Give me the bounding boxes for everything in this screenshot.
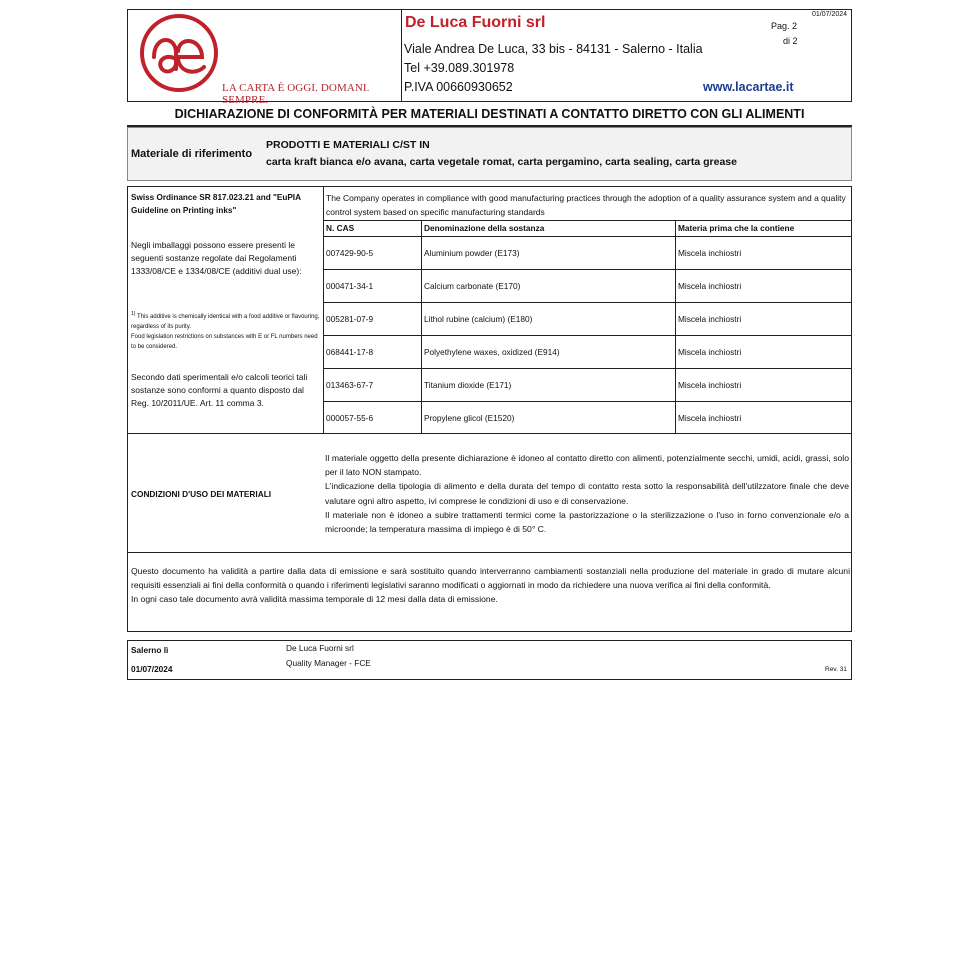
revision-number: Rev. 31 [825, 666, 847, 673]
regulation-description: The Company operates in compliance with good manufacturing practices through the adoption of a quality assurance system and a quality control system based on specific manufacturing standards [326, 193, 846, 217]
compliance-note: Secondo dati sperimentali e/o calcoli teorici tali sostanze sono conformi a quanto disposto dal Reg. 10/2011/UE. Art. 11 comma 3. [131, 372, 308, 408]
document-date: 01/07/2024 [812, 11, 848, 18]
raw-material: Miscela inchiostri [678, 281, 742, 291]
substance-name: Titanium dioxide (E171) [424, 380, 512, 390]
footnote-text-b: Food legislation restrictions on substances with E or FL numbers need to be considered. [131, 334, 318, 350]
validity-box [127, 552, 852, 632]
additive-footnote [131, 309, 323, 352]
substance-name: Aluminium powder (E173) [424, 248, 520, 258]
document-header [127, 9, 852, 106]
signature-place: Salerno lì [131, 645, 169, 655]
raw-material: Miscela inchiostri [678, 347, 742, 357]
row-divider [323, 269, 851, 270]
footnote-marker: 1) [131, 311, 136, 317]
signatory-company: De Luca Fuorni srl [286, 643, 354, 653]
cas-number: 007429-90-5 [326, 248, 374, 258]
row-divider [323, 236, 851, 237]
substance-name: Polyethylene waxes, oxidized (E914) [424, 347, 560, 357]
validity-text [131, 564, 850, 607]
validity-paragraph: In ogni caso tale documento avrà validità massima temporale di 12 mesi dalla data di emissione. [131, 594, 498, 605]
raw-material: Miscela inchiostri [678, 380, 742, 390]
raw-material: Miscela inchiostri [678, 248, 742, 258]
signature-box [127, 640, 852, 680]
signature-date: 01/07/2024 [131, 664, 173, 674]
page-number: Pag. 2 [771, 21, 798, 31]
substance-name: Propylene glicol (E1520) [424, 413, 515, 423]
company-website-link[interactable]: www.lacartae.it [703, 80, 794, 94]
footnote-text-a: This additive is chemically identical with a food additive or flavouring, regardless of its purity. [131, 314, 320, 330]
usage-conditions-label: CONDIZIONI D'USO DEI MATERIALI [131, 489, 272, 499]
regulation-label: Swiss Ordinance SR 817.023.21 and "EuPIA Guideline on Printing inks" [131, 193, 301, 215]
column-divider [323, 187, 324, 433]
usage-conditions-text [325, 451, 849, 536]
row-divider [323, 401, 851, 402]
logo-tagline: LA CARTA È OGGI. DOMANI. SEMPRE. [222, 82, 370, 106]
company-address: Viale Andrea De Luca, 33 bis - 84131 - Salerno - Italia [404, 42, 703, 56]
validity-paragraph: Questo documento ha validità a partire dalla data di emissione e sarà sostituito quando interverranno cambiamenti sostanziali nella produzione del materiale in grado di mutare alcuni requisiti essenziali ai fini della conformità o quando i riferimenti legislativi saranno modificati o aggiornati in modo da richiedere una nuova verifica ai fini della conformità. [131, 566, 850, 591]
company-vat: P.IVA 00660930652 [404, 80, 513, 94]
cas-number: 013463-67-7 [326, 380, 374, 390]
signatory-role: Quality Manager - FCE [286, 658, 371, 668]
header-substance: Denominazione della sostanza [424, 223, 545, 233]
substances-table [127, 186, 852, 434]
logo-cell [128, 10, 402, 106]
material-label: Materiale di riferimento [131, 148, 253, 160]
raw-material: Miscela inchiostri [678, 413, 742, 423]
condition-paragraph: L'indicazione della tipologia di alimento e della durata del tempo di contatto resta sotto la responsabilità dell'utilzzatore finale che deve valutare ogni altro aspetto, ivi comprese le condizioni di uso e di conservazione. [325, 481, 849, 506]
substance-name: Calcium carbonate (E170) [424, 281, 521, 291]
company-phone: Tel +39.089.301978 [404, 61, 515, 75]
header-raw-material: Materia prima che la contiene [678, 223, 795, 233]
cas-number: 000471-34-1 [326, 281, 374, 291]
cas-number: 005281-07-9 [326, 314, 374, 324]
substances-note: Negli imballaggi possono essere presenti le seguenti sostanze regolate dai Regolamenti 1333/08/CE e 1334/08/CE (additivi dual use): [131, 240, 302, 276]
condition-paragraph: Il materiale oggetto della presente dichiarazione è idoneo al contatto diretto con alimenti, potenzialmente secchi, umidi, acidi, grassi, solo per il lato NON stampato. [325, 453, 849, 478]
company-logo [136, 13, 226, 93]
usage-conditions-box [127, 433, 852, 553]
page-total: di 2 [783, 36, 798, 46]
condition-paragraph: Il materiale non è idoneo a subire trattamenti termici come la pastorizzazione o la sterilizzazione o l'uso in forno convenzionale e/o a microonde; la temperatura massima di impiego è di 50° C. [325, 509, 849, 535]
header-cas: N. CAS [326, 223, 355, 233]
reference-material-box [127, 127, 852, 181]
raw-material: Miscela inchiostri [678, 314, 742, 324]
row-divider [323, 220, 851, 221]
substance-name: Lithol rubine (calcium) (E180) [424, 314, 533, 324]
row-divider [323, 302, 851, 303]
material-line-2: carta kraft bianca e/o avana, carta vegetale romat, carta pergamino, carta sealing, carta grease [266, 156, 737, 168]
page-title: DICHIARAZIONE DI CONFORMITÀ PER MATERIALI DESTINATI A CONTATTO DIRETTO CON GLI ALIMENTI [174, 107, 805, 121]
row-divider [323, 335, 851, 336]
cas-number: 000057-55-6 [326, 413, 374, 423]
material-line-1: PRODOTTI E MATERIALI C/ST IN [266, 139, 430, 151]
company-name: De Luca Fuorni srl [405, 14, 546, 31]
cas-number: 068441-17-8 [326, 347, 374, 357]
row-divider [323, 368, 851, 369]
